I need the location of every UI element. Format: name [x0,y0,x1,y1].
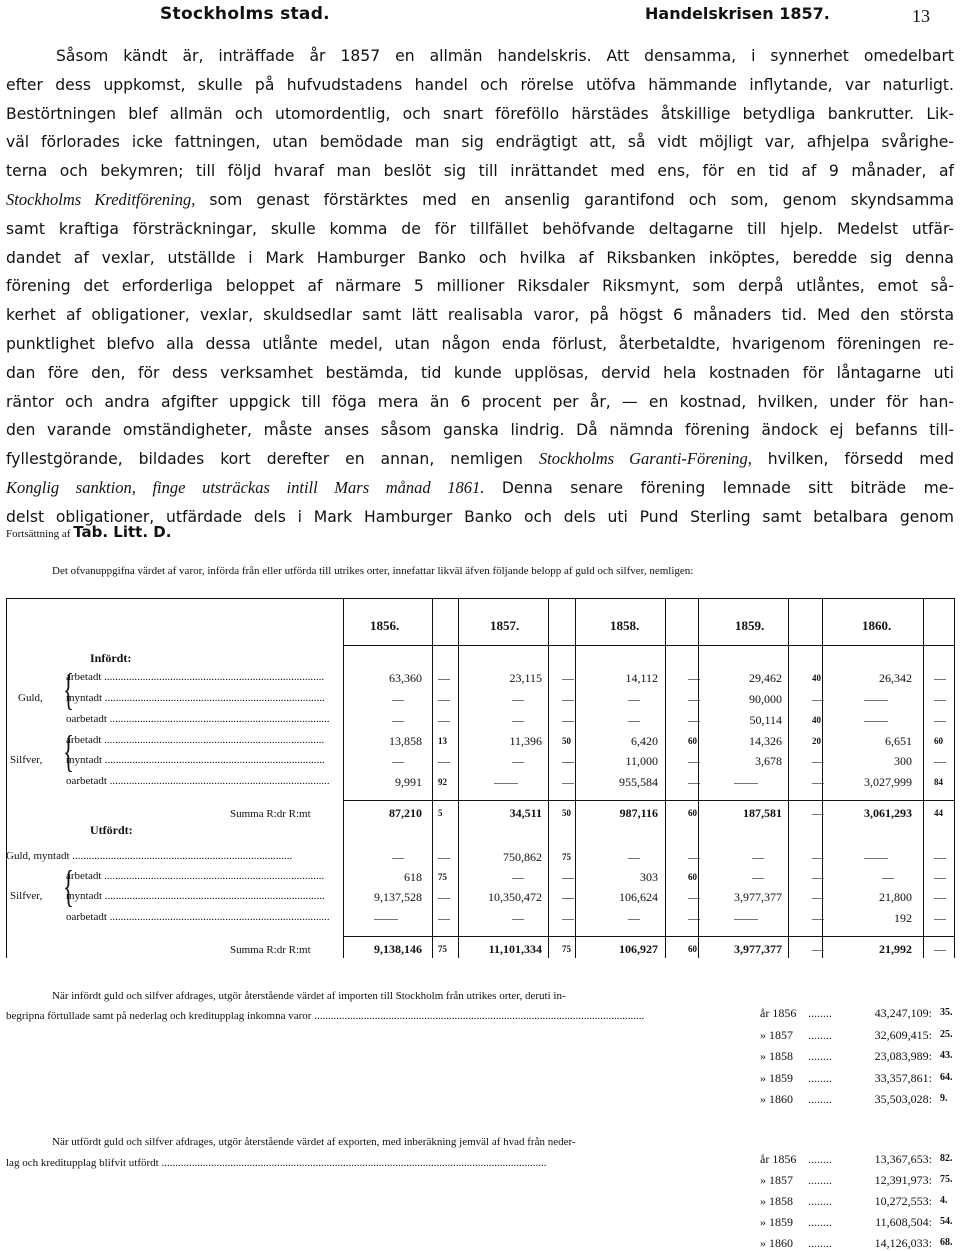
text-run: terna och bekymren; till följd hvaraf man beslöt sig till inrättandet med ens, för en tid af 9 månader, af [6,162,954,181]
year-header: 1858. [610,618,640,633]
brace: { [63,862,74,911]
empty-dash: — [934,870,946,884]
note-dots: ........ [808,1027,832,1042]
value-cell: 29,462 [749,671,782,685]
empty-dash: — [752,870,764,884]
empty-dash: — [812,911,824,925]
empty-dash: — [688,850,700,864]
fraction-cell: 60 [688,872,697,882]
empty-dash: — [752,850,764,864]
paragraph-line [6,128,954,157]
text-run: fyllestgörande, bildades kort derefter en annan, nemligen [6,450,539,469]
column-rule [788,598,789,958]
text-run: dan före den, för dess verksamhet bestämda, tid kunde upplösas, dervid hela kostnaden för låntagarne uti [6,363,954,382]
column-rule [432,598,433,958]
value-cell: 26,342 [879,671,912,685]
value-cell: 50,114 [749,713,782,727]
fraction-cell: 40 [812,715,821,725]
note-year: » 1858 [760,1194,793,1208]
paragraph-line [6,272,954,301]
empty-dash: — [934,942,946,956]
value-cell: 34,511 [509,806,542,820]
text-run: väl förlorades icke fattningen, utan bemödade man sig endrägtigt att, så vidt möjligt var, afhjelpa svårighe- [6,133,954,152]
fraction-cell: 40 [812,673,821,683]
page-number: 13 [912,6,930,26]
value-cell: 11,101,334 [488,942,542,956]
value-cell: 192 [894,911,912,925]
note-dots: ........ [808,1152,832,1166]
empty-dash: — [688,713,700,727]
empty-dash: —— [734,911,758,925]
empty-dash: — [512,692,524,706]
value-cell: 14,112 [625,671,658,685]
note-value: 13,367,653: [874,1152,932,1166]
rule [343,800,954,801]
text-run: dandet af vexlar, utställde i Mark Hamburger Banko och hvilka af Riksbanken inköptes, beredde sig denna [6,248,954,267]
column-rule [548,598,549,958]
empty-dash: — [882,870,894,884]
column-rule [954,598,955,958]
text-run: förening det erforderliga beloppet af närmare 5 millioner Riksdaler Riksmynt, som derpå utlåntes, emot så- [6,277,954,296]
row-label: myntadt ................................................................................ [66,754,325,766]
empty-dash: — [934,713,946,727]
empty-dash: — [438,911,450,925]
empty-dash: — [688,911,700,925]
fraction-cell: 84 [934,777,943,787]
brace: { [63,665,74,714]
note-year: år 1856 [760,1006,797,1020]
note-ore: 75. [940,1174,953,1185]
value-cell: 10,350,472 [488,890,542,904]
section-utfordt: Utfördt: [90,823,133,837]
note-year: » 1857 [760,1027,793,1042]
value-cell: 21,800 [879,890,912,904]
note-ore: 4. [940,1195,948,1206]
value-cell: 63,360 [389,671,422,685]
row-label: Guld, myntadt ................................................................................ [6,850,293,862]
empty-dash: — [812,754,824,768]
value-cell: 106,927 [619,942,658,956]
paragraph-line [6,388,954,417]
body-paragraph [6,42,954,532]
empty-dash: — [688,775,700,789]
text-run: Såsom kändt är, inträffade år 1857 en allmän handelskris. Att densamma, i synnerhet omedelbart [56,47,954,65]
empty-dash: — [562,911,574,925]
note-value: 23,083,989: [874,1049,932,1063]
note-dots: ........ [808,1070,832,1085]
empty-dash: — [934,850,946,864]
note-ore: 82. [940,1153,953,1164]
empty-dash: — [812,806,824,820]
note-value: 12,391,973: [874,1173,932,1187]
empty-dash: — [392,692,404,706]
summa-label: Summa R:dr R:mt [230,944,311,956]
group-label-guld: Guld, [18,692,43,704]
empty-dash: — [438,850,450,864]
value-cell: 300 [894,754,912,768]
fraction-cell: 20 [812,736,821,746]
note-value: 32,609,415: [874,1027,932,1042]
italic-phrase: Stockholms Kreditförening, [6,189,196,209]
table-title: Tab. Litt. D. [73,523,172,541]
row-label: oarbetadt ................................................................................ [66,911,330,923]
value-cell: 187,581 [743,806,782,820]
row-label: arbetadt ................................................................................ [66,671,325,683]
empty-dash: — [812,890,824,904]
export-note-line2: lag och kreditupplag blifvit utfördt ............................................................................................................................................ [6,1157,547,1169]
fraction-cell: 60 [688,944,697,954]
note-dots: ........ [808,1049,832,1063]
text-run: som genast förstärktes med en ansenlig garantifond och som, genom skyndsamma [195,190,955,209]
value-cell: 90,000 [749,692,782,706]
value-cell: 13,858 [389,734,422,748]
empty-dash: — [512,754,524,768]
value-cell: 955,584 [619,775,658,789]
paragraph-line [6,359,954,388]
empty-dash: — [688,890,700,904]
text-run: Denna senare förening lemnade sitt biträde me- [484,478,954,497]
empty-dash: — [562,775,574,789]
empty-dash: — [438,890,450,904]
text-run: Bestörtningen blef allmän och utomordentlig, och snart föreföllo härstädes åtskillige betydliga bankrutter. Lik- [6,104,954,123]
summa-label: Summa R:dr R:mt [230,808,311,820]
column-rule [6,598,7,958]
empty-dash: —— [374,911,398,925]
fraction-cell: 92 [438,777,447,787]
running-head-left: Stockholms stad. [160,4,330,24]
note-dots: ........ [808,1215,832,1229]
value-cell: 106,624 [619,890,658,904]
fraction-cell: 5 [438,808,443,818]
italic-phrase: Konglig sanktion, finge utsträckas intill Mars månad 1861. [6,477,485,497]
note-year: » 1859 [760,1070,793,1085]
note-year: » 1860 [760,1236,793,1250]
year-header: 1860. [862,618,892,633]
text-run: delst obligationer, utfärdade dels i Mark Hamburger Banko och dels uti Pund Sterling samt betalbara genom [6,507,954,526]
empty-dash: — [688,692,700,706]
rule [6,598,954,599]
empty-dash: — [812,850,824,864]
fraction-cell: 75 [562,852,571,862]
rule [343,645,954,646]
note-value: 43,247,109: [874,1006,932,1020]
value-cell: 987,116 [619,806,658,820]
empty-dash: —— [734,775,758,789]
empty-dash: — [562,713,574,727]
section-infordt: Infördt: [90,651,132,665]
paragraph-line [6,330,954,359]
empty-dash: — [438,754,450,768]
paragraph-line [6,416,954,445]
empty-dash: — [512,911,524,925]
fraction-cell: 13 [438,736,447,746]
empty-dash: — [812,692,824,706]
text-run: kerhet af obligationer, vexlar, skuldsedlar samt lätt realisabla varor, på högst 6 månaders tid. Med den största [6,306,954,325]
paragraph-line [6,215,954,244]
value-cell: 6,420 [631,734,658,748]
note-dots: ........ [808,1173,832,1187]
empty-dash: —— [864,692,888,706]
value-cell: 6,651 [885,734,912,748]
text-run: punktlighet blefvo alla dessa utlånte medel, utan någon enda förlust, återbetaldte, hvarigenom föreningen re- [6,334,954,353]
row-label: oarbetadt ................................................................................ [66,775,330,787]
running-head-title: Handelskrisen 1857. [645,4,830,23]
table-caption: Fortsättning af Tab. Litt. D. [6,523,172,541]
note-ore: 54. [940,1216,953,1227]
italic-phrase: Stockholms Garanti-Förening, [538,449,752,469]
empty-dash: — [392,754,404,768]
empty-dash: — [438,671,450,685]
paragraph-line [6,474,954,503]
row-label: myntadt ................................................................................ [66,692,325,704]
empty-dash: — [562,870,574,884]
value-cell: 618 [404,870,422,884]
year-header: 1856. [370,618,400,633]
text-run: räntor och andra afgifter uppgick till föga mera än 6 procent per år, — en kostnad, hvilken, under för han- [6,392,954,411]
empty-dash: — [812,870,824,884]
fraction-cell: 44 [934,808,943,818]
empty-dash: — [392,850,404,864]
value-cell: 3,977,377 [734,942,782,956]
fraction-cell: 50 [562,736,571,746]
value-cell: 11,396 [509,734,542,748]
paragraph-line [6,42,954,71]
empty-dash: —— [864,850,888,864]
empty-dash: — [812,942,824,956]
value-cell: 21,992 [879,942,912,956]
empty-dash: — [628,850,640,864]
value-cell: 87,210 [389,806,422,820]
value-cell: 303 [640,870,658,884]
note-ore: 9. [940,1093,948,1104]
note-ore: 68. [940,1237,953,1248]
empty-dash: — [934,692,946,706]
fraction-cell: 60 [688,736,697,746]
empty-dash: — [562,692,574,706]
group-label-silfver: Silfver, [10,890,43,902]
empty-dash: — [562,671,574,685]
value-cell: 750,862 [503,850,542,864]
paragraph-line [6,301,954,330]
note-value: 10,272,553: [874,1194,932,1208]
note-year: » 1860 [760,1092,793,1106]
note-value: 33,357,861: [874,1070,932,1085]
paragraph-line [6,157,954,186]
empty-dash: — [934,911,946,925]
text-run: hvilken, försedd med [751,450,954,469]
empty-dash: — [392,713,404,727]
paragraph-line [6,71,954,100]
value-cell: 9,138,146 [374,942,422,956]
value-cell: 3,977,377 [734,890,782,904]
row-label: arbetadt ................................................................................ [66,734,325,746]
paragraph-line [6,186,954,215]
fraction-cell: 60 [934,736,943,746]
note-year: » 1857 [760,1173,793,1187]
empty-dash: —— [494,775,518,789]
empty-dash: — [562,754,574,768]
import-note-line2: begripna förtullade samt på nederlag och kreditupplag inkomna varor ........................................................................................................................ [6,1010,645,1022]
empty-dash: — [438,713,450,727]
empty-dash: — [628,692,640,706]
empty-dash: — [562,890,574,904]
year-header: 1857. [490,618,520,633]
note-year: år 1856 [760,1152,797,1166]
value-cell: 11,000 [625,754,658,768]
paragraph-line [6,100,954,129]
empty-dash: — [628,911,640,925]
note-year: » 1858 [760,1049,793,1063]
row-label: myntadt ................................................................................ [66,890,325,902]
rule [343,936,954,937]
fraction-cell: 75 [562,944,571,954]
empty-dash: — [934,671,946,685]
empty-dash: — [438,692,450,706]
note-value: 11,608,504: [875,1215,932,1229]
value-cell: 3,678 [755,754,782,768]
year-header: 1859. [735,618,765,633]
column-rule [923,598,924,958]
note-ore: 25. [940,1028,953,1040]
fraction-cell: 60 [688,808,697,818]
group-label-silfver: Silfver, [10,754,43,766]
text-run: efter dess uppkomst, skulle på hufvudstadens handel och rörelse utöfva hämmande inflytande, var naturligt. [6,75,954,94]
value-cell: 9,137,528 [374,890,422,904]
note-ore: 35. [940,1007,953,1018]
export-note-line1: När utfördt guld och silfver afdrages, utgör återstående värdet af exporten, med inberäkning jemväl af hvad från neder- [52,1136,576,1148]
value-cell: 23,115 [509,671,542,685]
value-cell: 14,326 [749,734,782,748]
note-dots: ........ [808,1092,832,1106]
brace: { [63,727,74,776]
empty-dash: — [812,775,824,789]
fraction-cell: 75 [438,944,447,954]
value-cell: 9,991 [395,775,422,789]
note-year: » 1859 [760,1215,793,1229]
text-run: den varande omständigheter, måste anses såsom ganska lindrig. Då nämnda förening ändock ej befanns till- [6,421,954,440]
empty-dash: —— [864,713,888,727]
fraction-cell: 50 [562,808,571,818]
row-label: oarbetadt ................................................................................ [66,713,330,725]
empty-dash: — [934,754,946,768]
paragraph-line [6,445,954,474]
row-label: arbetadt ................................................................................ [66,870,325,882]
value-cell: 3,061,293 [864,806,912,820]
value-cell: 3,027,999 [864,775,912,789]
note-dots: ........ [808,1236,832,1250]
note-value: 35,503,028: [874,1092,932,1106]
empty-dash: — [512,870,524,884]
note-ore: 64. [940,1071,953,1083]
note-dots: ........ [808,1194,832,1208]
table-intro: Det ofvanuppgifna värdet af varor, införda från eller utförda till utrikes orter, innefattar likväl äfven följande belopp af guld och silfver, nemligen: [52,565,694,577]
empty-dash: — [688,754,700,768]
empty-dash: — [934,890,946,904]
text-run: samt kraftiga försträckningar, skulle komma de för tillfället behöfvande deltagarne till hjelp. Medelst utfär- [6,219,954,238]
column-rule [665,598,666,958]
paragraph-line [6,244,954,273]
empty-dash: — [688,671,700,685]
note-ore: 43. [940,1050,953,1061]
import-note-line1: När infördt guld och silfver afdrages, utgör återstående värdet af importen till Stockholm från utrikes orter, deruti in- [52,990,566,1002]
empty-dash: — [628,713,640,727]
note-value: 14,126,033: [874,1236,932,1250]
note-dots: ........ [808,1006,832,1020]
empty-dash: — [512,713,524,727]
fraction-cell: 75 [438,872,447,882]
